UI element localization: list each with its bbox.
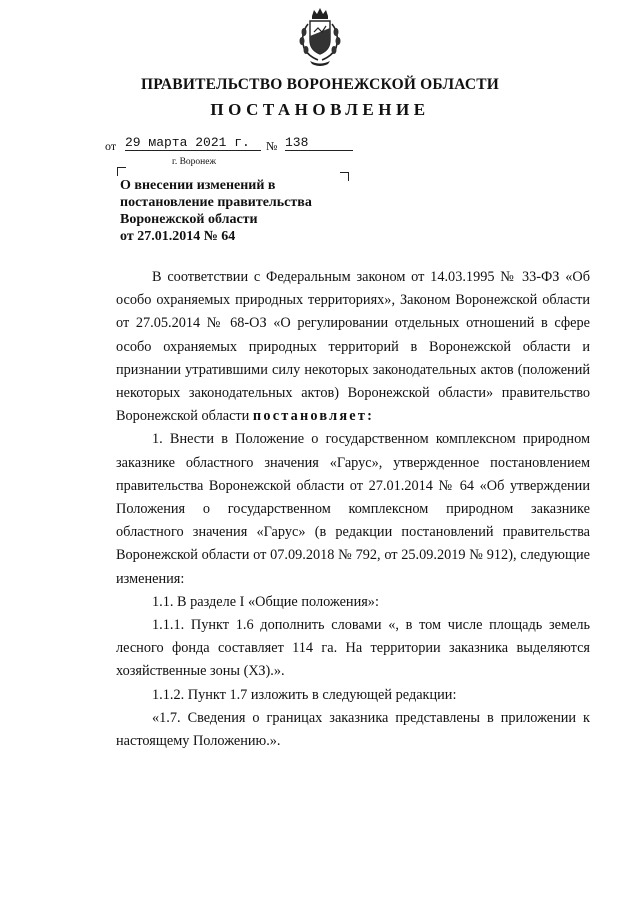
- date-number-line: [105, 135, 365, 155]
- decree-colon: :: [367, 408, 375, 425]
- subject-line: О внесении изменений в: [120, 178, 276, 193]
- number-label: №: [266, 139, 278, 153]
- date-label: от: [105, 139, 117, 153]
- subject-bracket-left: [117, 167, 126, 176]
- voronezh-coat-of-arms-icon: [296, 6, 344, 68]
- clause-1-7-text: «1.7. Сведения о границах заказника представлены в приложении к настоящему Положению.».: [116, 709, 590, 750]
- decree-word: постановляет: [252, 408, 368, 425]
- organization-name: ПРАВИТЕЛЬСТВО ВОРОНЕЖСКОЙ ОБЛАСТИ: [140, 76, 500, 93]
- document-number: 138: [285, 135, 353, 151]
- clause-1-1-2: 1.1.2. Пункт 1.7 изложить в следующей редакции:: [152, 686, 457, 703]
- subject-line: постановление правительства: [120, 195, 312, 210]
- document-type-title: ПОСТАНОВЛЕНИЕ: [210, 100, 430, 119]
- clause-1: 1. Внести в Положение о государственном комплексном природном заказнике областного значения «Гарус», утвержденное постановлением правительства Воронежской области от 27.01.2014 № 64 «Об утверждении Положения о государственном комплексном природном заказнике областного значения «Гарус» (в редакции постановлений правительства Воронежской области от 07.09.2018 № 792, от 25.09.2019 № 912), следующие изменения:: [116, 431, 590, 587]
- clause-1-1: 1.1. В разделе I «Общие положения»:: [152, 593, 379, 610]
- preamble-text: В соответствии с Федеральным законом от 14.03.1995 № 33-ФЗ «Об особо охраняемых природных территориях», Законом Воронежской области от 27.05.2014 № 68-ОЗ «О регулировании отдельных отношений в сфере особо охраняемых природных территорий в Воронежской области и признании утратившими силу некоторых законодательных актов (положений некоторых законодательных актов) Воронежской области» правительство Воронежской области: [116, 269, 590, 425]
- clause-1-1-1: 1.1.1. Пункт 1.6 дополнить словами «, в том числе площадь земель лесного фонда составляет 114 га. На территории заказника выделяются хозяйственные зоны (ХЗ).».: [116, 617, 590, 680]
- document-date: 29 марта 2021 г.: [125, 135, 261, 151]
- city-label: г. Воронеж: [172, 157, 217, 167]
- preamble-paragraph: [116, 266, 590, 428]
- document-subject: [120, 177, 350, 245]
- subject-line: Воронежской области: [120, 212, 258, 227]
- subject-line: от 27.01.2014 № 64: [120, 229, 236, 244]
- document-body: [116, 266, 590, 753]
